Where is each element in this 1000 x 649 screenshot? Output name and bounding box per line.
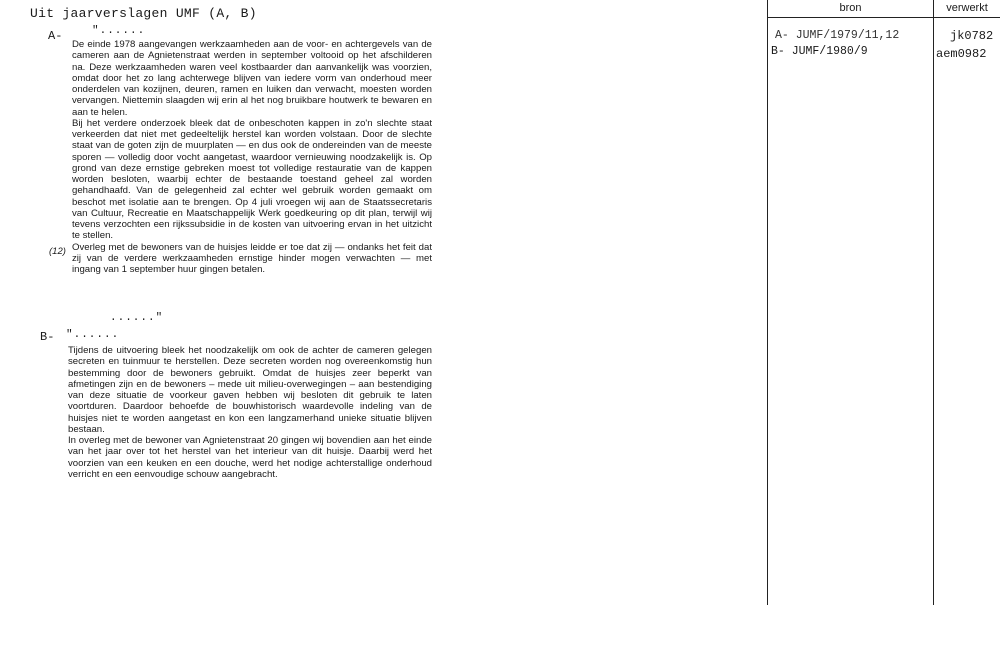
table-border-left bbox=[767, 0, 768, 605]
section-b-paragraph: In overleg met de bewoner van Agnietenstraat 20 gingen wij bovendien aan het einde van het jaar over tot het herstel van het interieur van dit huisje. Daarbij werd het voorzien van een keuken en een douche, werd het nodige achterstallige onderhoud verricht en een eenvoudige schouw aangebracht. bbox=[68, 435, 432, 480]
verwerkt-cell: jk0782 bbox=[950, 29, 994, 43]
margin-note: (12) bbox=[49, 246, 66, 257]
table-border-middle bbox=[933, 0, 934, 605]
section-b-text bbox=[68, 345, 432, 480]
section-a-text bbox=[72, 39, 432, 275]
section-a-open-quote: "...... bbox=[92, 25, 146, 37]
section-a-paragraph: Overleg met de bewoners van de huisjes leidde er toe dat zij — ondanks het feit dat zij van de verdere werkzaamheden ernstige hinder mogen verwachten — met ingang van 1 september huur gingen betalen. bbox=[72, 241, 432, 275]
table-header-rule bbox=[767, 17, 1000, 18]
section-a-paragraph: De einde 1978 aangevangen werkzaamheden aan de voor- en achtergevels van de cameren aan de Agnietenstraat werden in september voltooid op het afschilderen na. Deze werkzaamheden waren veel kostbaarder dan aanvankelijk was voorzien, omdat door het zo lang achterwege blijven van iedere vorm van onderhoud meer onderdelen van kozijnen, deuren, ramen en luiken dan verwacht, moesten worden vervangen. Niettemin slaagden wij erin al het nog bruikbare houtwerk te bewaren en aan te helen. bbox=[72, 39, 432, 118]
bron-cell: B- JUMF/1980/9 bbox=[771, 45, 868, 58]
section-b-paragraph: Tijdens de uitvoering bleek het noodzakelijk om ook de achter de cameren gelegen secreten en tuinmuur te herstellen. Deze secreten worden nog overeenkomstig hun bestemming door de bewoners gebruikt. Omdat de huisjes zeer beperkt van afmetingen zijn en de bewoners – mede uit milieu-overwegingen – aan bestendiging van deze situatie de voorkeur gaven hebben wij besloten dit gebruik te laten voortduren. Daardoor behoefde de bouwhistorisch waardevolle indeling van de huisjes niet te worden aangetast en kon een langzamerhand unieke situatie blijven bestaan. bbox=[68, 345, 432, 435]
section-b-open-quote: "...... bbox=[66, 329, 120, 341]
column-header-verwerkt: verwerkt bbox=[946, 2, 988, 14]
verwerkt-cell: aem0982 bbox=[936, 47, 987, 61]
section-a-paragraph: Bij het verdere onderzoek bleek dat de onbeschoten kappen in zo'n slechte staat verkeerden dat niet met gedeeltelijk herstel kan worden volstaan. Door de slechte staat van de goten zijn de muurplaten — en dus ook de ondereinden van de meeste sporen — volledig door vocht aangetast, waardoor vernieuwing noodzakelijk is. Op grond van deze ernstige gebreken moest tot volledige restauratie van de kappen worden besloten, waarbij echter de bestaande toestand geheel zal worden gehandhaafd. Van de gelegenheid zal echter wel gebruik worden gemaakt om beschot met isolatie aan te brengen. Op 4 juli vroegen wij aan de Staatssecretaris van Cultuur, Recreatie en Maatschappelijk Werk goedkeuring op dit plan, terwijl wij tevens verzochten een rijkssubsidie in de kosten van uitvoering ervan in het uitzicht te stellen. bbox=[72, 117, 432, 242]
column-header-bron: bron bbox=[839, 2, 862, 14]
section-a-label: A- bbox=[48, 29, 63, 43]
section-b-label: B- bbox=[40, 330, 55, 344]
section-a-close-quote: ......" bbox=[110, 312, 164, 324]
bron-cell: A- JUMF/1979/11,12 bbox=[775, 29, 900, 42]
page-title: Uit jaarverslagen UMF (A, B) bbox=[30, 6, 257, 21]
